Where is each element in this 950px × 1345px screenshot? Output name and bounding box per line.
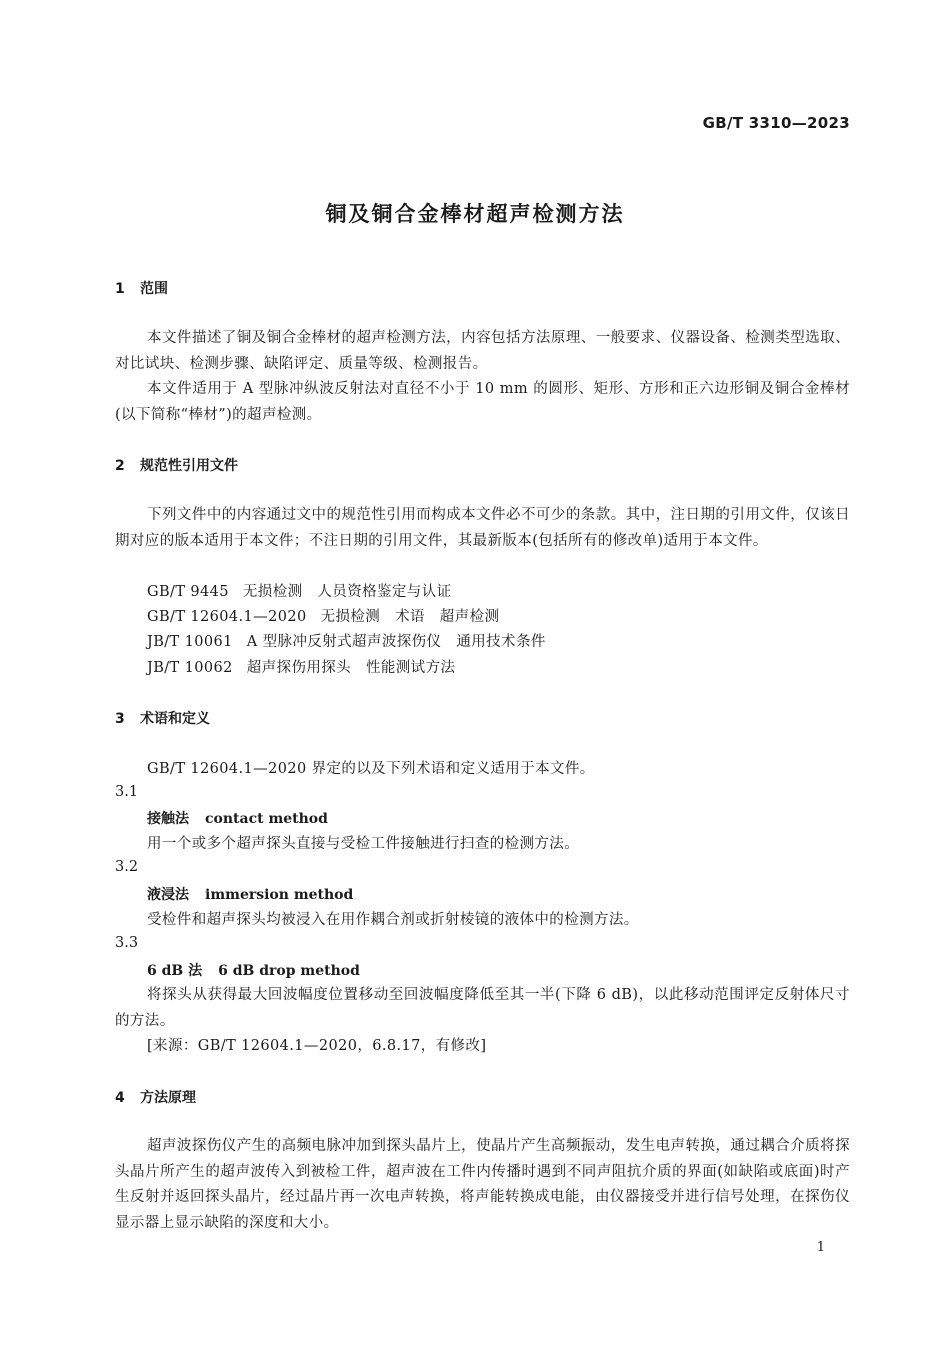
section-number: 1 bbox=[115, 281, 125, 297]
section-4-paragraph: 超声波探伤仪产生的高频电脉冲加到探头晶片上，使晶片产生高频振动，发生电声转换，通过耦合介质将探头晶片所产生的超声波传入到被检工件，超声波在工件内传播时遇到不同声阻抗介质的界面(如缺陷或底面)时产生反射并返回探头晶片，经过晶片再一次电声转换，将声能转换成电能，由仪器接受并进行信号处理，在探伤仪显示器上显示缺陷的深度和大小。 bbox=[115, 1138, 850, 1231]
section-1-paragraph-2: 本文件适用于 A 型脉冲纵波反射法对直径不小于 10 mm 的圆形、矩形、方形和正六边形铜及铜合金棒材(以下简称“棒材”)的超声检测。 bbox=[115, 381, 850, 423]
section-1-paragraph-1: 本文件描述了铜及铜合金棒材的超声检测方法，内容包括方法原理、一般要求、仪器设备、检测类型选取、对比试块、检测步骤、缺陷评定、质量等级、检测报告。 bbox=[115, 330, 850, 372]
term-definition: 将探头从获得最大回波幅度位置移动至回波幅度降低至其一半(下降 6 dB)，以此移动范围评定反射体尺寸的方法。 bbox=[115, 987, 850, 1029]
document-code: GB/T 3310—2023 bbox=[702, 114, 850, 132]
term-english: 6 dB drop method bbox=[218, 963, 360, 979]
reference-item bbox=[147, 630, 546, 651]
section-title: 术语和定义 bbox=[140, 711, 210, 727]
section-title: 范围 bbox=[140, 281, 168, 297]
reference-code: JB/T 10062 bbox=[147, 660, 233, 676]
section-3-heading bbox=[115, 708, 210, 728]
reference-title: 无损检测 人员资格鉴定与认证 bbox=[242, 584, 452, 600]
term-definition: 用一个或多个超声探头直接与受检工件接触进行扫查的检测方法。 bbox=[147, 836, 580, 852]
reference-title: 无损检测 术语 超声检测 bbox=[320, 609, 500, 625]
term-number: 3.3 bbox=[115, 935, 139, 951]
term-english: contact method bbox=[205, 811, 328, 827]
section-1-heading bbox=[115, 278, 168, 298]
page-number: 1 bbox=[816, 1240, 825, 1255]
section-2-heading bbox=[115, 455, 238, 475]
section-3-intro: GB/T 12604.1—2020 界定的以及下列术语和定义适用于本文件。 bbox=[147, 761, 595, 777]
reference-code: GB/T 9445 bbox=[147, 584, 229, 600]
reference-code: GB/T 12604.1—2020 bbox=[147, 609, 307, 625]
section-4-heading bbox=[115, 1087, 196, 1107]
reference-title: 超声探伤用探头 性能测试方法 bbox=[246, 660, 456, 676]
term-source: [来源：GB/T 12604.1—2020，6.8.17，有修改] bbox=[147, 1038, 487, 1054]
section-2-intro: 下列文件中的内容通过文中的规范性引用而构成本文件必不可少的条款。其中，注日期的引用文件，仅该日期对应的版本适用于本文件；不注日期的引用文件，其最新版本(包括所有的修改单)适用于本文件。 bbox=[115, 507, 850, 549]
reference-title: A 型脉冲反射式超声波探伤仪 通用技术条件 bbox=[246, 634, 546, 650]
term-definition: 受检件和超声探头均被浸入在用作耦合剂或折射棱镜的液体中的检测方法。 bbox=[147, 912, 639, 928]
section-title: 方法原理 bbox=[140, 1090, 196, 1106]
section-title: 规范性引用文件 bbox=[140, 458, 238, 474]
section-number: 3 bbox=[115, 711, 125, 727]
term-chinese: 液浸法 bbox=[147, 887, 189, 903]
document-title: 铜及铜合金棒材超声检测方法 bbox=[325, 202, 625, 226]
term-heading bbox=[147, 884, 353, 904]
term-number: 3.2 bbox=[115, 859, 139, 875]
reference-item bbox=[147, 580, 452, 601]
term-number: 3.1 bbox=[115, 784, 139, 800]
term-heading bbox=[147, 960, 360, 980]
reference-code: JB/T 10061 bbox=[147, 634, 233, 650]
term-heading bbox=[147, 808, 328, 828]
reference-item bbox=[147, 605, 499, 626]
term-chinese: 6 dB 法 bbox=[147, 963, 203, 979]
term-english: immersion method bbox=[205, 887, 354, 903]
section-number: 2 bbox=[115, 458, 125, 474]
section-number: 4 bbox=[115, 1090, 125, 1106]
term-chinese: 接触法 bbox=[147, 811, 189, 827]
reference-item bbox=[147, 656, 455, 677]
